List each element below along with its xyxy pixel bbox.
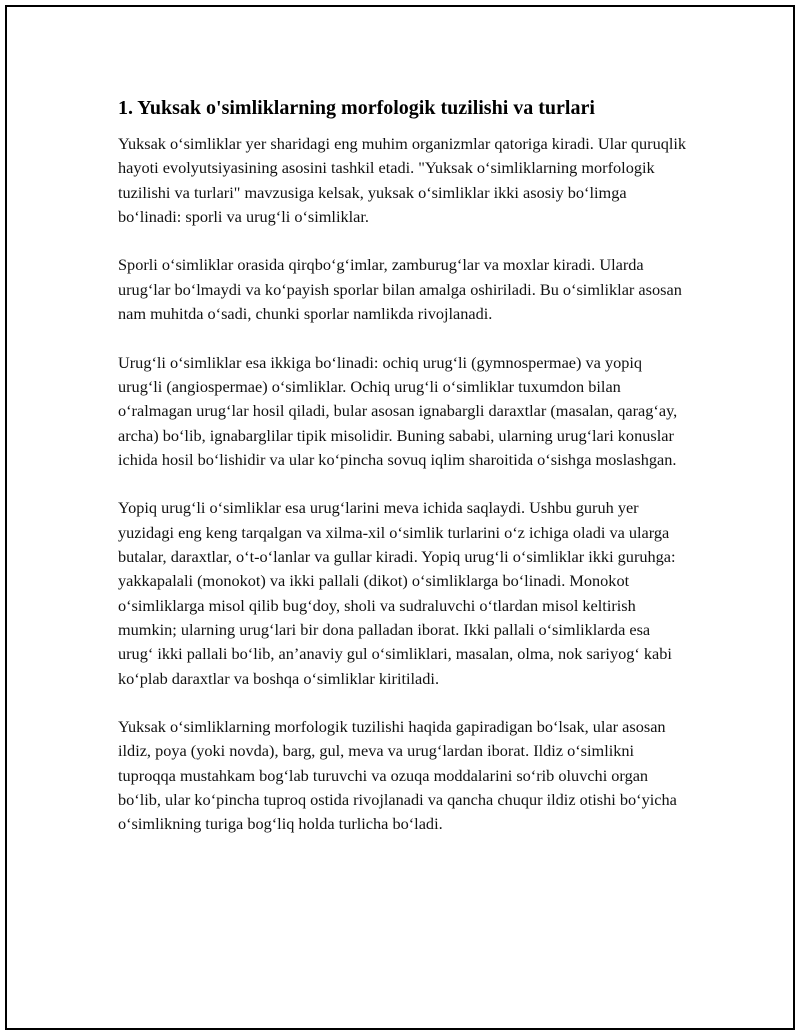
paragraph-angiosperms: Yopiq urug‘li o‘simliklar esa urug‘larini meva ichida saqlaydi. Ushbu guruh yer yuzidagi eng keng tarqalgan va xilma-xil o‘simlik turlarini o‘z ichiga oladi va ularga butalar, daraxtlar, o‘t-o‘lanlar va gullar kiradi. Yopiq urug‘li o‘simliklar ikki guruhga: yakkapalali (monokot) va ikki pallali (dikot) o‘simliklarga bo‘linadi. Monokot o‘simliklarga misol qilib bug‘doy, sholi va sudraluvchi o‘tlardan misol keltirish mumkin; ularning urug‘lari bir dona palladan iborat. Ikki pallali o‘simliklarda esa urug‘ ikki pallali bo‘lib, an’anaviy gul o‘simliklari, masalan, olma, nok sariyog‘ kabi ko‘plab daraxtlar va boshqa o‘simliklar kiritiladi. [118, 498, 676, 688]
paragraph-spore-plants: Sporli o‘simliklar orasida qirqbo‘g‘imlar, zamburug‘lar va moxlar kiradi. Ularda urug‘lar bo‘lmaydi va ko‘payish sporlar bilan amalga oshiriladi. Bu o‘simliklar asosan nam muhitda o‘sadi, chunki sporlar namlikda rivojlanadi. [118, 255, 682, 324]
paragraph-morphology: Yuksak o‘simliklarning morfologik tuzilishi haqida gapiradigan bo‘lsak, ular asosan ildiz, poya (yoki novda), barg, gul, meva va urug‘lardan iborat. Ildiz o‘simlikni tuproqqa mustahkam bog‘lab turuvchi va ozuqa moddalarini so‘rib oluvchi organ bo‘lib, ular ko‘pincha tuproq ostida rivojlanadi va qancha chuqur ildiz otishi bo‘yicha o‘simlikning turiga bog‘liq holda turlicha bo‘ladi. [118, 717, 677, 834]
paragraph-seed-plants: Urug‘li o‘simliklar esa ikkiga bo‘linadi: ochiq urug‘li (gymnospermae) va yopiq urug‘li (angiospermae) o‘simliklar. Ochiq urug‘li o‘simliklar tuxumdon bilan o‘ralmagan urug‘lar hosil qiladi, bular asosan ignabargli daraxtlar (masalan, qarag‘ay, archa) bo‘lib, ignabarglilar tipik misolidir. Buning sababi, ularning urug‘lari konuslar ichida hosil bo‘lishidir va ular ko‘pincha sovuq iqlim sharoitida o‘sishga moslashgan. [118, 352, 678, 469]
document-body [118, 96, 688, 861]
section-heading: 1. Yuksak o'simliklarning morfologik tuzilishi va turlari [118, 97, 595, 119]
paragraph-intro: Yuksak o‘simliklar yer sharidagi eng muhim organizmlar qatoriga kiradi. Ular quruqlik hayoti evolyutsiyasining asosini tashkil etadi. "Yuksak o‘simliklarning morfologik tuzilishi va turlari" mavzusiga kelsak, yuksak o‘simliklar ikki asosiy bo‘limga bo‘linadi: sporli va urug‘li o‘simliklar. [118, 134, 687, 226]
